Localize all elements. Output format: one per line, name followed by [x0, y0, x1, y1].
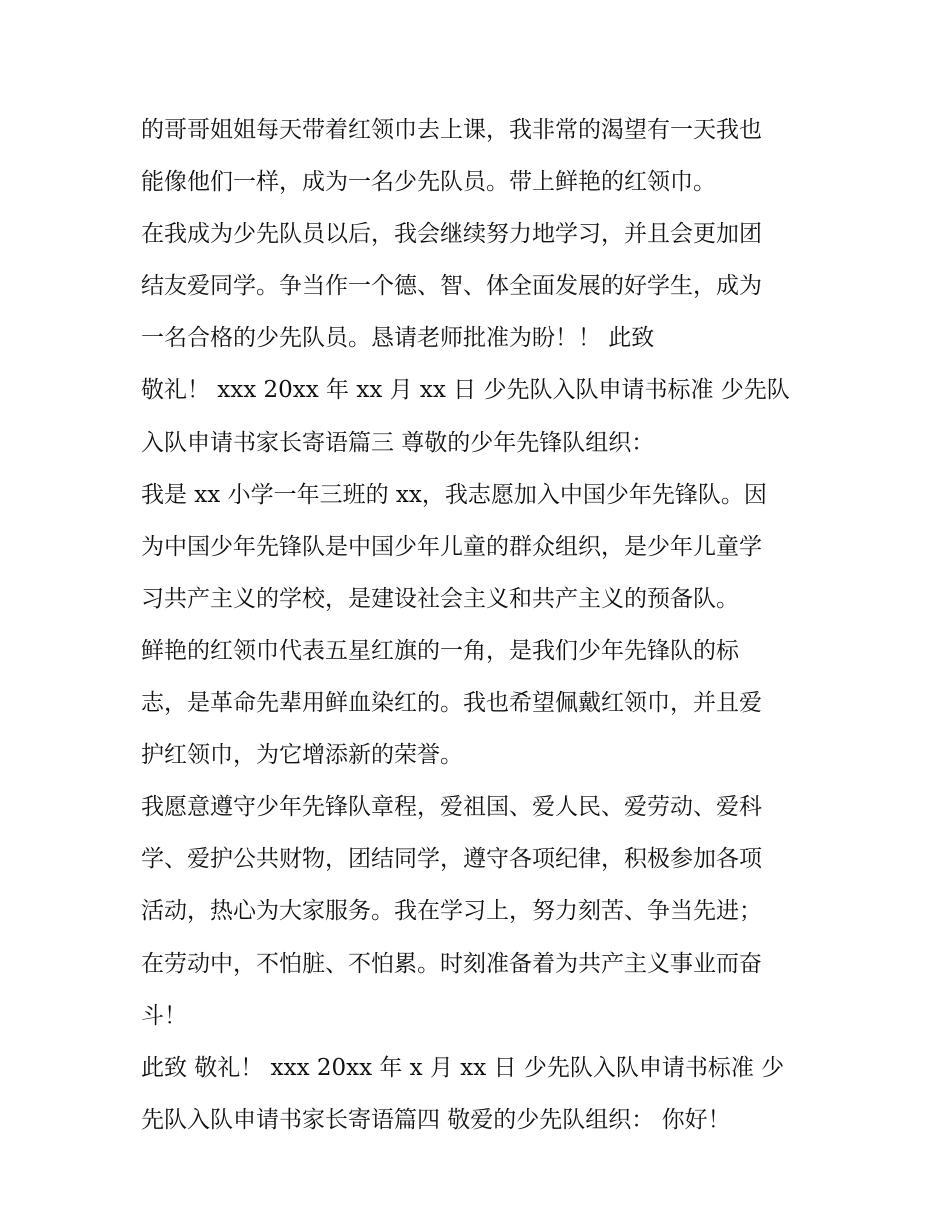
- text-line: 的哥哥姐姐每天带着红领巾去上课，我非常的渴望有一天我也: [141, 117, 762, 143]
- text-line: 我愿意遵守少年先锋队章程，爱祖国、爱人民、爱劳动、爱科: [141, 794, 762, 821]
- text-line: 习共产主义的学校，是建设社会主义和共产主义的预备队。: [141, 585, 739, 612]
- text-line: 此致 敬礼！ xxx 20xx 年 x 月 xx 日 少先队入队申请书标准 少: [141, 1054, 785, 1081]
- text-line: 结友爱同学。争当作一个德、智、体全面发展的好学生，成为: [141, 273, 762, 300]
- text-line: 先队入队申请书家长寄语篇四 敬爱的少先队组织： 你好！: [141, 1106, 731, 1133]
- text-line: 斗！: [141, 1002, 187, 1029]
- text-line: 为中国少年先锋队是中国少年儿童的群众组织，是少年儿童学: [141, 533, 762, 560]
- text-line: 敬礼！ xxx 20xx 年 xx 月 xx 日 少先队入队申请书标准 少先队: [141, 377, 790, 404]
- text-line: 鲜艳的红领巾代表五星红旗的一角，是我们少年先锋队的标: [141, 637, 739, 664]
- text-line: 护红领巾，为它增添新的荣誉。: [141, 742, 463, 769]
- text-line: 能像他们一样，成为一名少先队员。带上鲜艳的红领巾。: [141, 169, 716, 196]
- text-line: 学、爱护公共财物，团结同学，遵守各项纪律，积极参加各项: [141, 846, 762, 873]
- body-text: [141, 104, 831, 1146]
- text-line: 在我成为少先队员以后，我会继续努力地学习，并且会更加团: [141, 221, 762, 248]
- text-line: 一名合格的少先队员。恳请老师批准为盼！！ 此致: [141, 325, 655, 352]
- text-line: 入队申请书家长寄语篇三 尊敬的少年先锋队组织：: [141, 429, 655, 456]
- text-line: 志，是革命先辈用鲜血染红的。我也希望佩戴红领巾，并且爱: [141, 690, 762, 717]
- text-line: 在劳动中，不怕脏、不怕累。时刻准备着为共产主义事业而奋: [141, 950, 762, 977]
- text-line: 活动，热心为大家服务。我在学习上，努力刻苦、争当先进；: [141, 898, 762, 925]
- text-line: 我是 xx 小学一年三班的 xx，我志愿加入中国少年先锋队。因: [141, 481, 767, 508]
